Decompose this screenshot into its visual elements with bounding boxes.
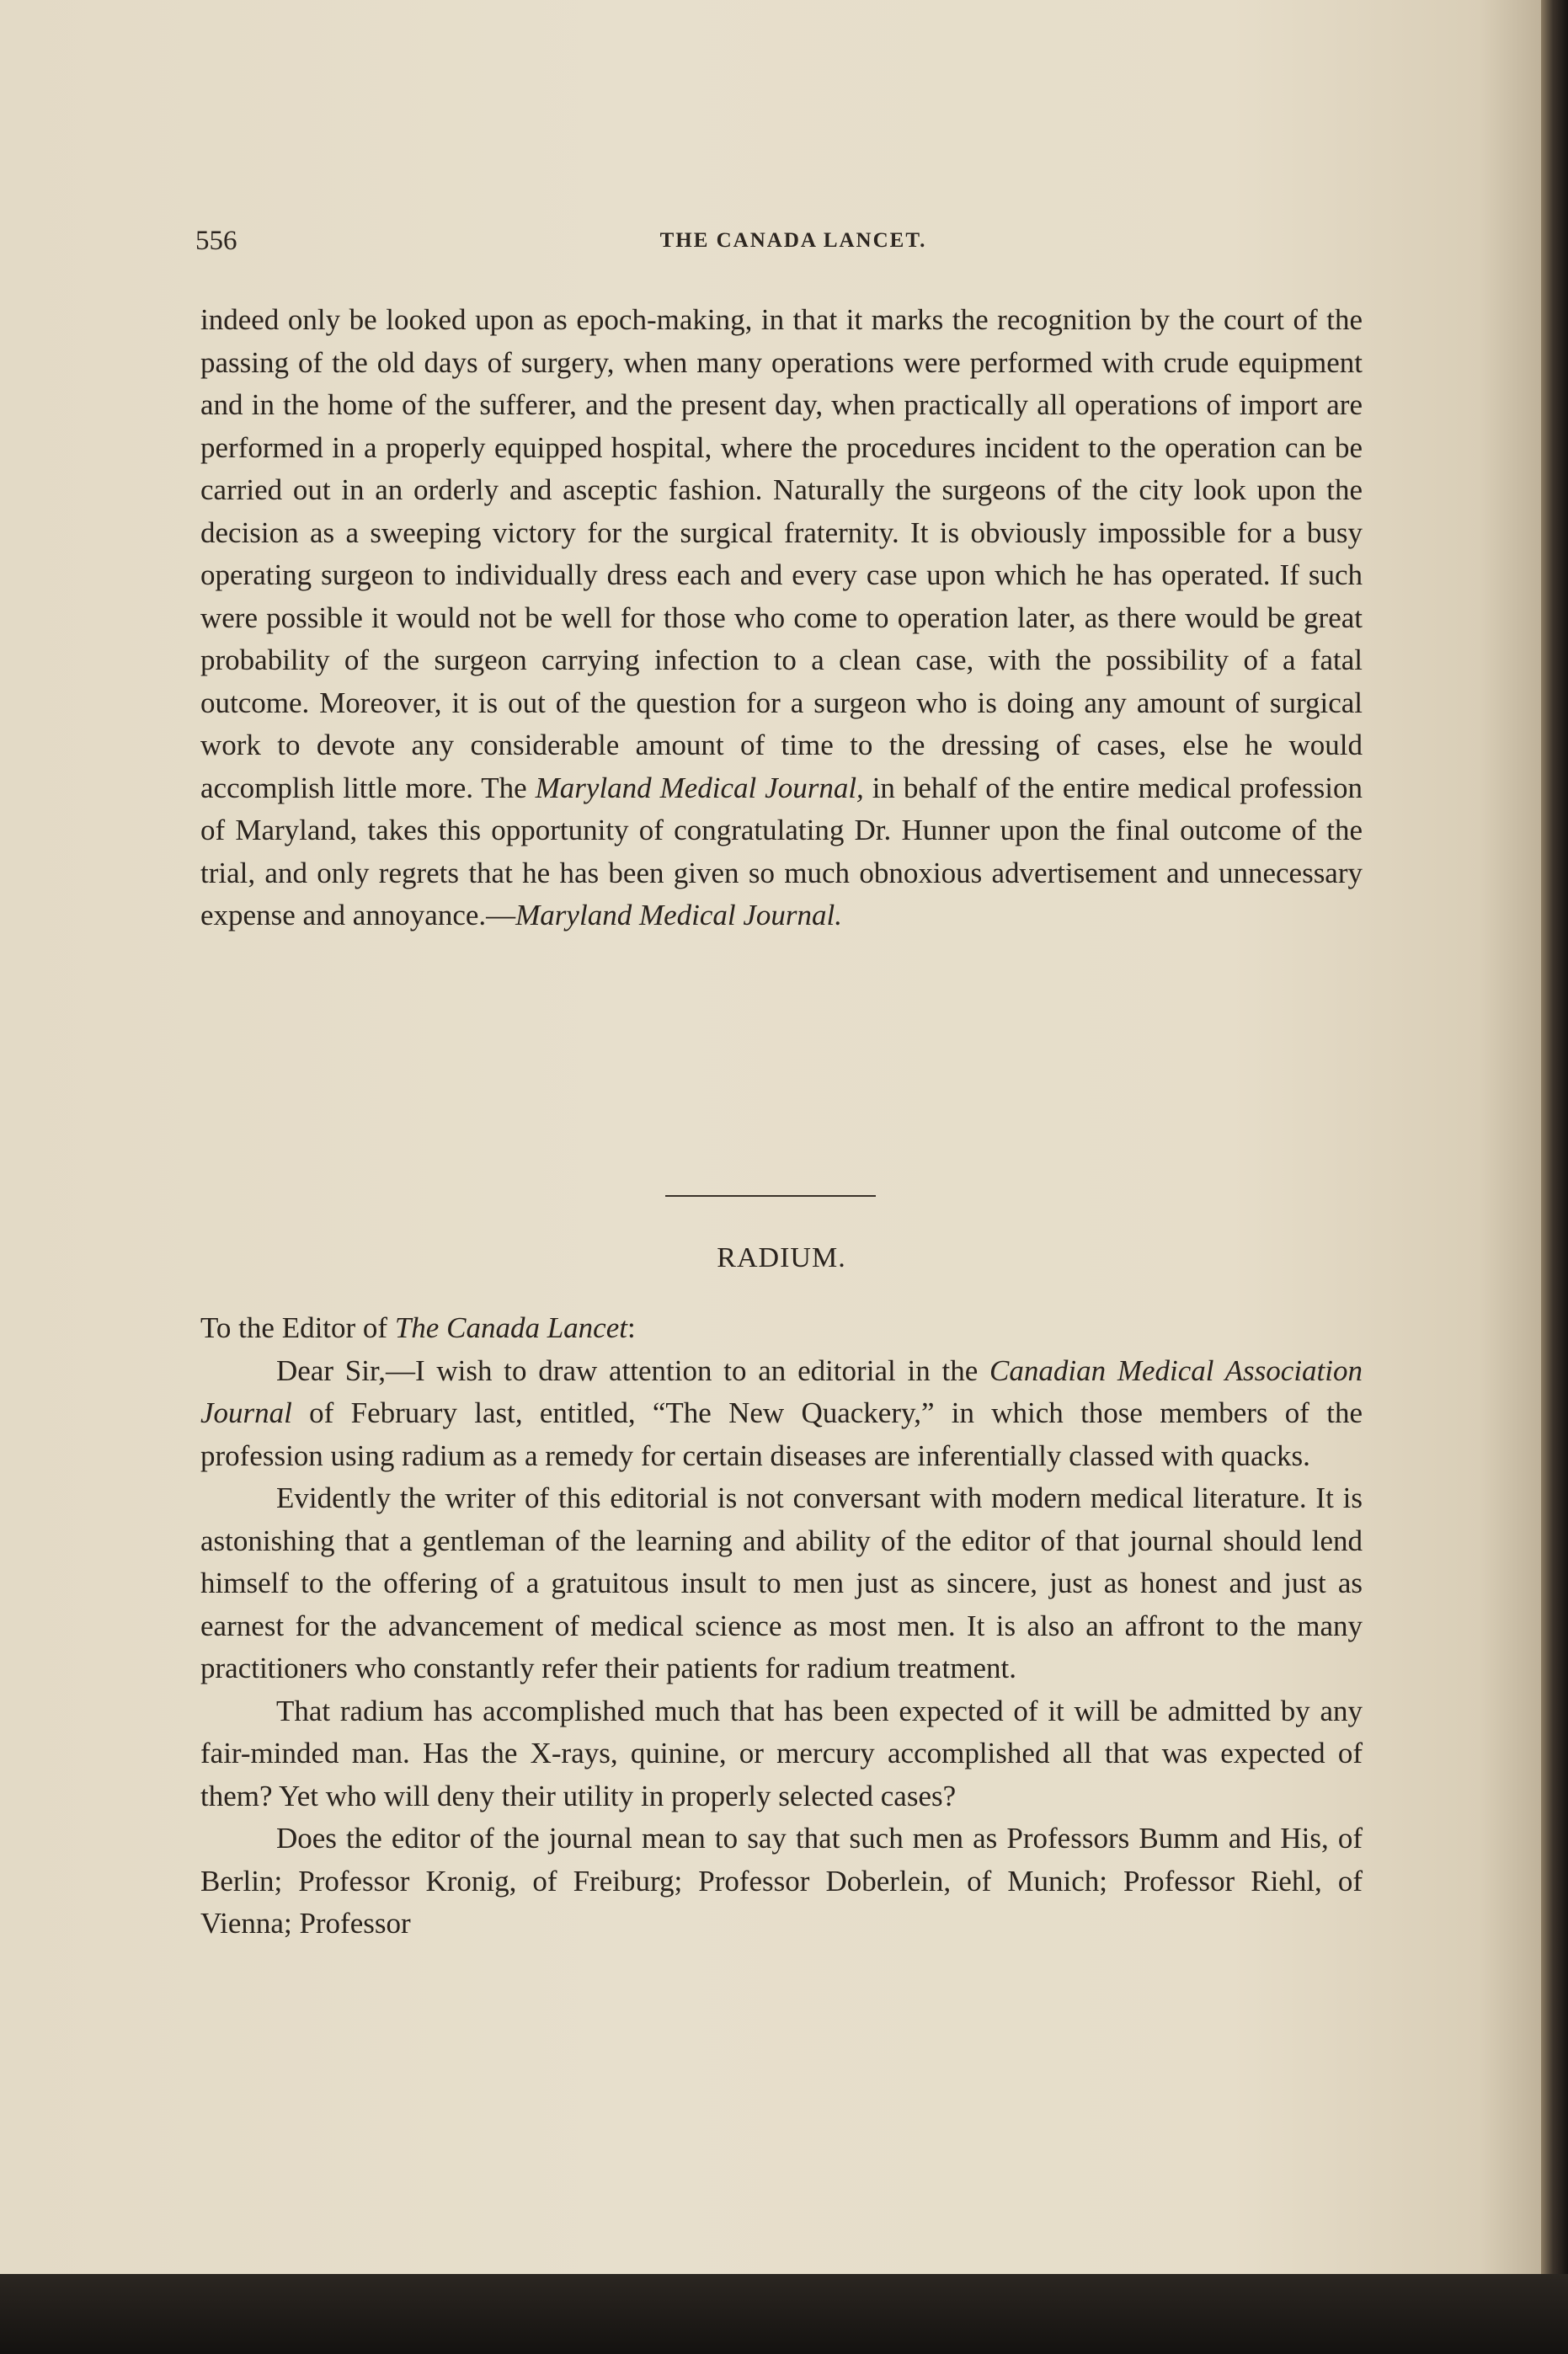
letter-p1-journal: Canadian Medical Association Journal xyxy=(200,1353,1363,1429)
salutation-suffix: : xyxy=(627,1311,636,1344)
letter xyxy=(200,1307,1363,1946)
paragraph-text: indeed only be looked upon as epoch-making, in that it marks the recognition by the court of the passing of the old days of surgery, when many operations were performed with crude equipment and in the home of the sufferer, and the present day, when practically all operations of import are performed in a properly equipped hospital, where the procedures incident to the operation can be carried out in an orderly and asceptic fashion. Naturally the surgeons of the city look upon the decision as a sweeping victory for the surgical fraternity. It is obviously impossible for a busy operating surgeon to individually dress each and every case upon which he has operated. If such were possible it would not be well for those who come to operation later, as there would be great probability of the surgeon carrying infection to a clean case, with the possibility of a fatal outcome. Moreover, it is out of the question for a surgeon who is doing any amount of surgical work to devote any considerable amount of time to the dressing of cases, else he would accomplish little more. The xyxy=(200,303,1363,804)
source-citation: Maryland Medical Journal. xyxy=(515,899,842,931)
page-edge-shadow xyxy=(1541,0,1568,2354)
section-divider xyxy=(665,1195,876,1197)
running-head: THE CANADA LANCET. xyxy=(659,229,927,252)
letter-paragraph-1 xyxy=(200,1350,1363,1478)
salutation-journal: The Canada Lancet xyxy=(394,1311,627,1344)
paragraph-text-continued: in behalf of the entire medical profession of Maryland, takes this opportunity of congratulating Dr. Hunner upon the final outcome of the trial, and only regrets that he has been given so much obnoxious advertisement and unnecessary expense and annoyance.— xyxy=(200,771,1363,931)
scan-background xyxy=(0,2274,1568,2354)
continued-paragraph xyxy=(200,299,1363,937)
letter-paragraph-2: Evidently the writer of this editorial is not conversant with modern medical literature. It is astonishing that a gentleman of the learning and ability of the editor of that journal should lend himself to the offering of a gratuitous insult to men just as sincere, just as honest and just as earnest for the advancement of medical science as most men. It is also an affront to the many practitioners who constantly refer their patients for radium treatment. xyxy=(200,1481,1363,1684)
page-number: 556 xyxy=(195,226,237,256)
section-title: RADIUM. xyxy=(717,1242,846,1273)
journal-name: Maryland Medical Journal, xyxy=(535,771,864,804)
letter-paragraph-4: Does the editor of the journal mean to say that such men as Professors Bumm and His, of Berlin; Professor Kronig, of Freiburg; Professor Doberlein, of Munich; Professor Riehl, of Vienna; Professor xyxy=(200,1822,1363,1940)
page-header xyxy=(195,226,1391,259)
letter-p1-text-continued: of February last, entitled, “The New Quackery,” in which those members of the profession using radium as a remedy for certain diseases are inferentially classed with quacks. xyxy=(200,1396,1363,1472)
salutation-prefix: To the Editor of xyxy=(200,1311,395,1344)
salutation xyxy=(200,1307,1363,1350)
letter-paragraph-3: That radium has accomplished much that has been expected of it will be admitted by any fair-minded man. Has the X-rays, quinine, or mercury accomplished all that was expected of them? Yet who will deny their utility in properly selected cases? xyxy=(200,1694,1363,1812)
letter-p1-text: Dear Sir,—I wish to draw attention to an editorial in the xyxy=(276,1353,990,1387)
